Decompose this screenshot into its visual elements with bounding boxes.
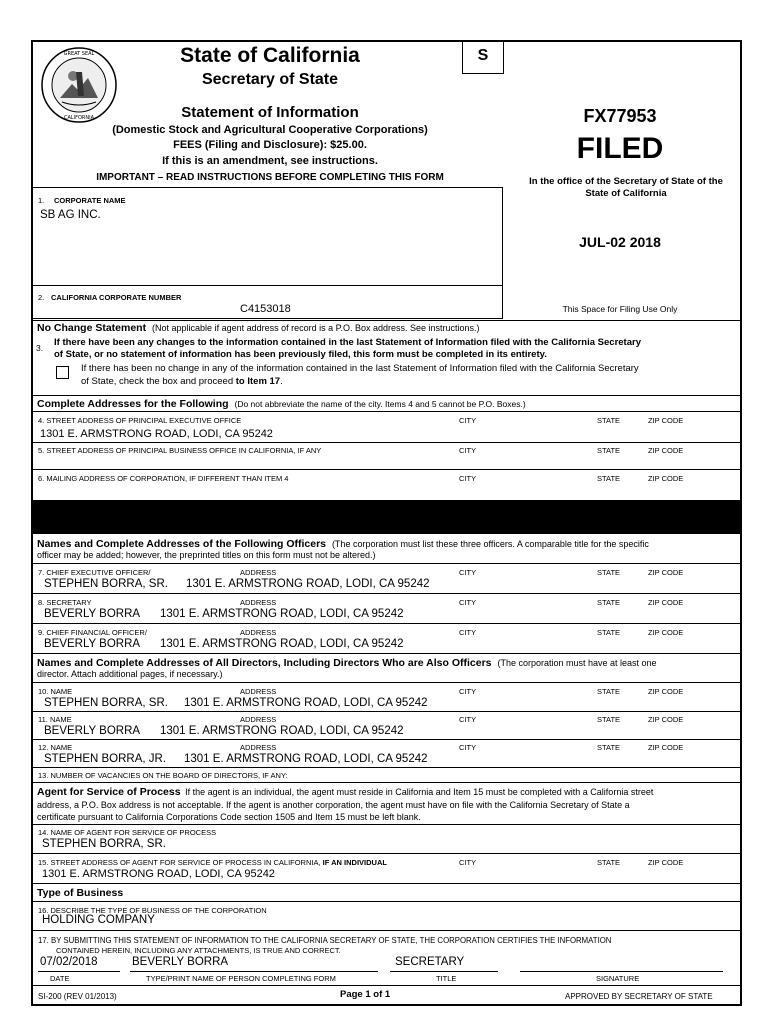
item12-label: 12. NAME (38, 743, 73, 752)
item7-zip: ZIP CODE (648, 568, 684, 577)
approved-text: APPROVED BY SECRETARY OF STATE (565, 992, 713, 1001)
date-label: DATE (50, 974, 70, 983)
statement-subtype: (Domestic Stock and Agricultural Cooperative Corporations) (112, 124, 428, 136)
item11-name[interactable]: BEVERLY BORRA (44, 725, 141, 737)
item12-zip: ZIP CODE (648, 743, 684, 752)
item10-label: 10. NAME (38, 687, 73, 696)
item15-city: CITY (459, 858, 477, 867)
item3-num: 3. (36, 343, 44, 353)
item15-zip: ZIP CODE (648, 858, 684, 867)
item7-address-label: ADDRESS (240, 568, 277, 577)
title-label: TITLE (436, 974, 457, 983)
divider (32, 901, 742, 902)
item10-address[interactable]: 1301 E. ARMSTRONG ROAD, LODI, CA 95242 (184, 697, 428, 709)
cert-date-value[interactable]: 07/02/2018 (40, 956, 98, 968)
no-change-note: (Not applicable if agent address of record is a P.O. Box address. See instructions.) (152, 323, 480, 333)
divider (32, 563, 742, 564)
business-title: Type of Business (37, 887, 124, 899)
item10-city: CITY (459, 687, 477, 696)
item10-name[interactable]: STEPHEN BORRA, SR. (44, 697, 168, 709)
divider (32, 739, 742, 740)
no-change-text-4c: . (280, 376, 283, 387)
divider (32, 395, 742, 396)
item8-label: 8. SECRETARY (38, 598, 92, 607)
directors-note-2: director. Attach additional pages, if necessary.) (37, 669, 223, 679)
svg-text:CALIFORNIA: CALIFORNIA (63, 115, 95, 121)
divider (32, 853, 742, 854)
item10-state: STATE (597, 687, 621, 696)
item7-label: 7. CHIEF EXECUTIVE OFFICER/ (38, 568, 151, 577)
divider (32, 782, 742, 783)
item9-city: CITY (459, 628, 477, 637)
item6-state: STATE (597, 474, 621, 483)
item11-city: CITY (459, 715, 477, 724)
agent-text-3: certificate pursuant to California Corporations Code section 1505 and Item 15 must be left blank. (37, 812, 421, 822)
divider (32, 285, 503, 286)
filing-number: FX77953 (583, 106, 657, 126)
divider (32, 469, 742, 470)
item10-address-label: ADDRESS (240, 687, 277, 696)
item11-label: 11. NAME (38, 715, 72, 724)
signature-label: SIGNATURE (596, 974, 640, 983)
item11-address[interactable]: 1301 E. ARMSTRONG ROAD, LODI, CA 95242 (160, 725, 404, 737)
item15-label-a: 15. STREET ADDRESS OF AGENT FOR SERVICE OF PROCESS IN CALIFORNIA, (38, 858, 323, 867)
divider (32, 985, 742, 986)
form-title: State of California (180, 44, 360, 67)
item13-label: 13. NUMBER OF VACANCIES ON THE BOARD OF DIRECTORS, IF ANY: (38, 771, 288, 780)
item6-zip: ZIP CODE (648, 474, 684, 483)
no-change-heading: No Change Statement (37, 322, 147, 334)
agent-text-2: address, a P.O. Box address is not acceptable. If the agent is another corporation, the agent must have on file with the California Secretary of State a (37, 800, 630, 810)
officers-title (37, 538, 649, 550)
item1-label: CORPORATE NAME (54, 196, 126, 205)
addresses-heading: Complete Addresses for the Following (37, 398, 229, 410)
item4-state: STATE (597, 416, 621, 425)
no-change-text-2: of State, or no statement of information has been previously filed, this form must be completed in its entirety. (54, 349, 547, 360)
agent-text-1 (37, 786, 653, 798)
item8-city: CITY (459, 598, 477, 607)
item4-value[interactable]: 1301 E. ARMSTRONG ROAD, LODI, CA 95242 (40, 428, 273, 440)
item5-city: CITY (459, 446, 477, 455)
item12-city: CITY (459, 743, 477, 752)
item6-city: CITY (459, 474, 477, 483)
directors-heading: Names and Complete Addresses of All Directors, Including Directors Who are Also Officers (37, 657, 492, 669)
item5-zip: ZIP CODE (648, 446, 684, 455)
form-number: SI-200 (REV 01/2013) (38, 992, 117, 1001)
item9-address[interactable]: 1301 E. ARMSTRONG ROAD, LODI, CA 95242 (160, 638, 404, 650)
filing-date: JUL-02 2018 (579, 234, 661, 250)
item1-num: 1. (38, 196, 45, 205)
no-change-text-4 (81, 376, 283, 387)
item11-state: STATE (597, 715, 621, 724)
cert-text-2: CONTAINED HEREIN, INCLUDING ANY ATTACHMENTS, IS TRUE AND CORRECT. (56, 946, 341, 955)
date-underline (38, 971, 120, 972)
divider (32, 767, 742, 768)
item4-city: CITY (459, 416, 477, 425)
no-change-text-4b: to Item 17 (235, 376, 281, 387)
signature-underline[interactable] (520, 971, 723, 972)
officers-heading: Names and Complete Addresses of the Following Officers (37, 538, 327, 550)
business-value[interactable]: HOLDING COMPANY (42, 914, 155, 926)
officers-note-2: officer may be added; however, the preprinted titles on this form must not be altered.) (37, 550, 376, 560)
item7-name[interactable]: STEPHEN BORRA, SR. (44, 578, 168, 590)
item5-state: STATE (597, 446, 621, 455)
form-subtitle: Secretary of State (201, 71, 339, 88)
item11-address-label: ADDRESS (240, 715, 277, 724)
item15-state: STATE (597, 858, 621, 867)
item2-label: CALIFORNIA CORPORATE NUMBER (51, 293, 182, 302)
statement-title: Statement of Information (181, 104, 359, 121)
divider (32, 593, 742, 594)
name-underline (130, 971, 378, 972)
redaction-bar (32, 500, 742, 534)
important-text: IMPORTANT – READ INSTRUCTIONS BEFORE COMPLETING THIS FORM (96, 172, 444, 183)
item11-zip: ZIP CODE (648, 715, 684, 724)
corporate-number-value[interactable]: C4153018 (240, 303, 291, 315)
page-number: Page 1 of 1 (340, 989, 391, 1000)
item12-address[interactable]: 1301 E. ARMSTRONG ROAD, LODI, CA 95242 (184, 753, 428, 765)
item12-name[interactable]: STEPHEN BORRA, JR. (44, 753, 167, 765)
item6-label: 6. MAILING ADDRESS OF CORPORATION, IF DIFFERENT THAN ITEM 4 (38, 474, 289, 483)
item9-zip: ZIP CODE (648, 628, 684, 637)
agent-title: Agent for Service of Process (37, 786, 181, 798)
corporate-name-value[interactable]: SB AG INC. (40, 209, 101, 221)
divider (32, 883, 742, 884)
filing-office: In the office of the Secretary of State of the State of California (529, 176, 723, 199)
item8-state: STATE (597, 598, 621, 607)
agent-text-1-body: If the agent is an individual, the agent must reside in California and Item 15 must be completed with a California street (185, 787, 654, 797)
amendment-text: If this is an amendment, see instructions. (162, 155, 378, 167)
item12-address-label: ADDRESS (240, 743, 277, 752)
state-seal-icon (40, 46, 118, 124)
divider (32, 623, 742, 624)
divider (32, 711, 742, 712)
item8-zip: ZIP CODE (648, 598, 684, 607)
svg-text:GREAT SEAL: GREAT SEAL (63, 51, 95, 57)
item8-address[interactable]: 1301 E. ARMSTRONG ROAD, LODI, CA 95242 (160, 608, 404, 620)
item9-state: STATE (597, 628, 621, 637)
item7-state: STATE (597, 568, 621, 577)
item4-zip: ZIP CODE (648, 416, 684, 425)
item2-num: 2. (38, 293, 45, 302)
filing-status: FILED (576, 132, 664, 165)
item5-label: 5. STREET ADDRESS OF PRINCIPAL BUSINESS OFFICE IN CALIFORNIA, IF ANY (38, 446, 322, 455)
filing-space-label: This Space for Filing Use Only (562, 304, 678, 314)
addresses-title (37, 398, 526, 410)
officers-note-1: (The corporation must list these three officers. A comparable title for the specific (331, 539, 649, 549)
addresses-note: (Do not abbreviate the name of the city. Items 4 and 5 cannot be P.O. Boxes.) (234, 399, 526, 409)
divider (32, 653, 742, 654)
item4-label: 4. STREET ADDRESS OF PRINCIPAL EXECUTIVE OFFICE (38, 416, 242, 425)
item16-label: 16. DESCRIBE THE TYPE OF BUSINESS OF THE CORPORATION (38, 906, 267, 915)
divider (32, 320, 742, 321)
item8-address-label: ADDRESS (240, 598, 277, 607)
item15-label-b: IF AN INDIVIDUAL (322, 858, 387, 867)
item9-label: 9. CHIEF FINANCIAL OFFICER/ (38, 628, 147, 637)
item14-value[interactable]: STEPHEN BORRA, SR. (42, 838, 166, 850)
item7-address[interactable]: 1301 E. ARMSTRONG ROAD, LODI, CA 95242 (186, 578, 430, 590)
item8-name[interactable]: BEVERLY BORRA (44, 608, 141, 620)
item14-label: 14. NAME OF AGENT FOR SERVICE OF PROCESS (38, 828, 217, 837)
item9-name[interactable]: BEVERLY BORRA (44, 638, 141, 650)
title-underline (390, 971, 498, 972)
directors-title (37, 657, 657, 669)
item9-address-label: ADDRESS (240, 628, 277, 637)
cert-name-value[interactable]: BEVERLY BORRA (132, 956, 229, 968)
no-change-checkbox[interactable] (56, 366, 69, 379)
divider (32, 930, 742, 931)
name-label: TYPE/PRINT NAME OF PERSON COMPLETING FORM (146, 974, 336, 983)
item15-value[interactable]: 1301 E. ARMSTRONG ROAD, LODI, CA 95242 (42, 868, 275, 880)
form-letter: S (477, 47, 489, 64)
divider (32, 411, 742, 412)
item12-state: STATE (597, 743, 621, 752)
directors-note-1: (The corporation must have at least one (497, 658, 657, 668)
cert-text-1: 17. BY SUBMITTING THIS STATEMENT OF INFORMATION TO THE CALIFORNIA SECRETARY OF STATE, THE CORPORATION CERTIFIES THE INFORMATION (38, 936, 612, 945)
item10-zip: ZIP CODE (648, 687, 684, 696)
no-change-text-4a: of State, check the box and proceed (81, 376, 236, 387)
divider (32, 682, 742, 683)
item7-city: CITY (459, 568, 477, 577)
no-change-text-3: If there has been no change in any of the information contained in the last Statement of Information filed with the California Secretary (81, 363, 639, 374)
no-change-title (37, 322, 480, 334)
divider (32, 442, 742, 443)
cert-title-value[interactable]: SECRETARY (395, 956, 465, 968)
divider (32, 824, 742, 825)
fees-text: FEES (Filing and Disclosure): $25.00. (173, 139, 367, 151)
item15-label (38, 858, 387, 867)
no-change-text-1: If there have been any changes to the information contained in the last Statement of Information filed with the California Secretary (54, 337, 641, 348)
